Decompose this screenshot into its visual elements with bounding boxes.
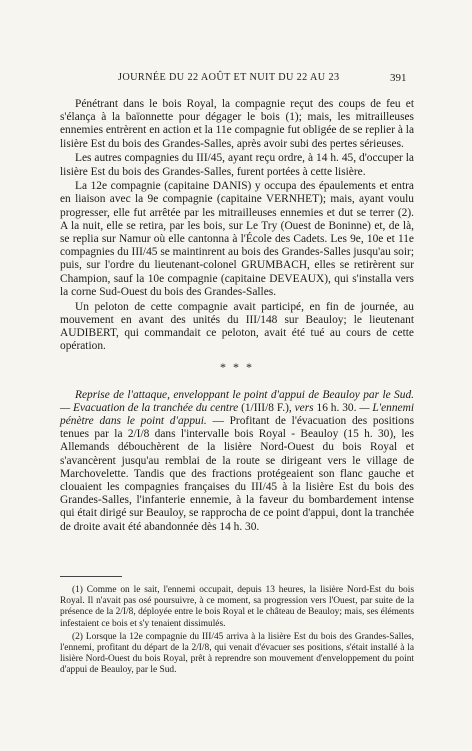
section-title-vers: , vers — [288, 401, 314, 414]
main-text — [60, 98, 414, 534]
section-title-end: — L'ennemi pénètre dans le point d'appui. — [60, 401, 414, 427]
page-number: 391 — [390, 72, 407, 84]
footnote: (1) Comme on le sait, l'ennemi occupait, depuis 13 heures, la lisière Nord-Est du bois Royal. Il n'avait pas osé poursuivre, à ce moment, sa progression vers l'Ouest, par suite de la présence de la 2/I/8, déployée entre le bois Royal et le château de Beauloy; mais, ses éléments infestaient ce bois et s'y tenaient dissimulés. — [60, 585, 414, 629]
section-paragraph — [60, 389, 414, 534]
running-header: JOURNÉE DU 22 AOÛT ET NUIT DU 22 AU 23 — [118, 72, 340, 83]
section-text: — Profitant de l'évacuation des positions tenues par la 2/I/8 dans l'intervalle bois Royal - Beauloy (15 h. 30), les Allemands débouchèrent de la lisière Nord-Ouest du bois Royal et s'avancèrent jusqu'au remblai de la route se dirigeant vers le village de Marchovelette. Tandis que des fractions protégeaient son flanc gauche et clouaient les compagnies françaises du III/45 à la lisière Est du bois des Grandes-Salles, l'infanterie ennemie, à la faveur du bombardement intense qui était dirigé sur Beauloy, se rapprocha de ce point d'appui, dont la tranchée de droite avait été abandonnée dès 14 h. 30. — [60, 414, 414, 533]
section-title-unit: (1/III/8 F.) — [241, 401, 289, 414]
footnote: (2) Lorsque la 12e compagnie du III/45 arriva à la lisière Est du bois des Grandes-Salles, l'ennemi, profitant du départ de la 2/I/8, qui venait d'évacuer ses positions, s'était installé à la lisière Nord-Ouest du bois Royal, prêt à reprendre son mouvement d'enveloppement du point d'appui de Beauloy, par le Sud. — [60, 631, 414, 676]
paragraph: Pénétrant dans le bois Royal, la compagnie reçut des coups de feu et s'élança à la baïonnette pour dégager le bois (1); mais, les mitrailleuses ennemies entrèrent en action et la 11e compagnie fut obligée de se replier à la lisière Est du bois des Grandes-Salles, après avoir subi des pertes sérieuses. — [60, 98, 414, 150]
footnotes — [60, 585, 414, 677]
footnote-rule — [60, 576, 122, 577]
paragraph: Les autres compagnies du III/45, ayant reçu ordre, à 14 h. 45, d'occuper la lisière Est du bois des Grandes-Salles, furent portées à cette lisière. — [60, 152, 414, 178]
paragraph: La 12e compagnie (capitaine DANIS) y occupa des épaulements et entra en liaison avec la 9e compagnie (capitaine VERNHET); mais, ayant voulu progresser, elle fut arrêtée par les mitrailleuses ennemies et dut se terrer (2). A la nuit, elle se retira, par les bois, sur Le Try (Ouest de Boninne) et, de là, se replia sur Namur où elle cantonna à l'École des Cadets. Les 9e, 10e et 11e compagnies du III/45 se maintinrent au bois des Grandes-Salles jusqu'au soir; puis, sur l'ordre du lieutenant-colonel GRUMBACH, elles se retirèrent sur Champion, sauf la 10e compagnie (capitaine DEVEAUX), qui s'installa vers la corne Sud-Ouest du bois des Grandes-Salles. — [60, 180, 414, 298]
section-title: Reprise de l'attaque, enveloppant le point d'appui de Beauloy par le Sud. — Evacuation de la tranchée du centre — [60, 388, 414, 414]
paragraph: Un peloton de cette compagnie avait participé, en fin de journée, au mouvement en avant des unités du III/148 sur Beauloy; le lieutenant AUDIBERT, qui commandait ce peloton, avait été tué au cours de cette opération. — [60, 300, 414, 353]
section-title-time: 16 h. 30. — [316, 401, 357, 414]
section-separator: * * * — [220, 360, 254, 375]
